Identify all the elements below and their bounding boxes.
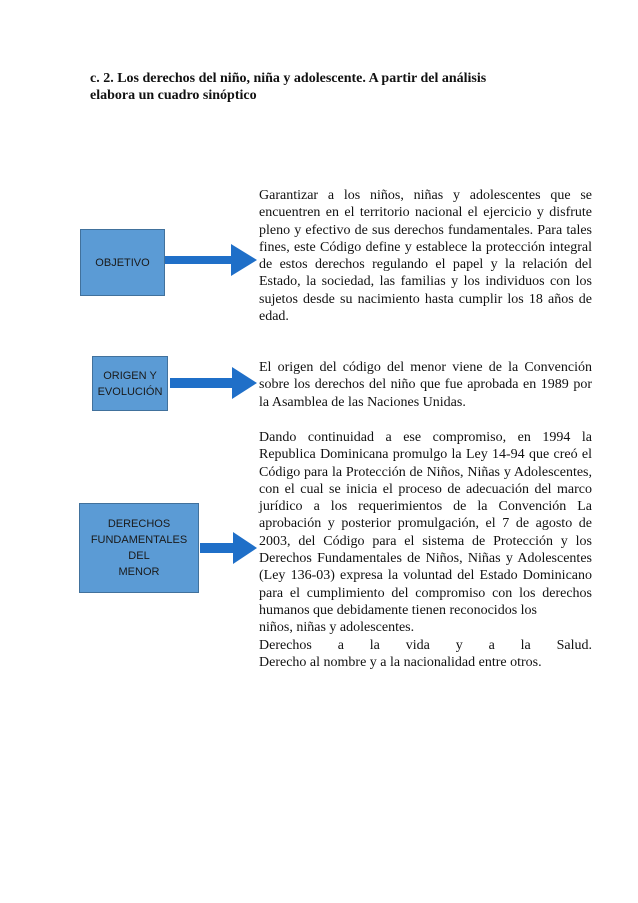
objetivo-text: Garantizar a los niños, niñas y adolescentes que se encuentren en el territorio nacional el ejercicio y disfrute pleno y efectivo de sus derechos fundamentales. Para tales fines, este Código define y establece la protección integral de estos derechos regulando el papel y la relación del Estado, la sociedad, las familias y los individuos con los sujetos desde su nacimiento hasta cumplir los 18 años de edad.	[259, 188, 592, 325]
derechos-line: Derecho al nombre y a la nacionalidad entre otros.	[259, 654, 542, 670]
box-label: ORIGEN Y	[103, 369, 157, 382]
page-heading	[90, 70, 570, 104]
heading-line: elabora un cuadro sinóptico	[90, 88, 257, 103]
arrow-right-icon	[200, 531, 258, 565]
box-label: FUNDAMENTALES DEL	[90, 534, 188, 562]
box-label: DERECHOS	[107, 518, 171, 530]
derechos-box	[79, 503, 199, 593]
box-label: EVOLUCIÓN	[97, 385, 163, 398]
derechos-line: niños, niñas y adolescentes.	[259, 620, 415, 636]
arrow-right-icon	[170, 365, 258, 401]
origen-evolucion-text: El origen del código del menor viene de la Convención sobre los derechos del niño que fue aprobada en 1989 por la Asamblea de las Naciones Unidas.	[259, 360, 592, 410]
heading-line: c. 2. Los derechos del niño, niña y adolescente. A partir del análisis	[90, 71, 487, 86]
derechos-line: Derechos a la vida y a la Salud.	[259, 637, 592, 653]
derechos-text-block	[259, 429, 592, 671]
objetivo-box	[80, 229, 165, 296]
box-label: MENOR	[118, 566, 160, 578]
derechos-text: Dando continuidad a ese compromiso, en 1994 la Republica Dominicana promulgo la Ley 14-94 que creó el Código para la Protección de Niños, Niñas y Adolescentes, con el cual se inicia el proceso de adecuación del marco jurídico a los requerimientos de la Convención La aprobación y posterior promulgación, el 7 de agosto de 2003, del Código para el sistema de Protección y los Derechos Fundamentales de Niños, Niñas y Adolescentes (Ley 136-03) expresa la voluntad del Estado Dominicano para el cumplimiento del compromiso con los derechos humanos que debidamente tienen reconocidos los	[259, 430, 592, 618]
arrow-right-icon	[165, 241, 258, 279]
origen-evolucion-box	[92, 356, 168, 411]
box-label: OBJETIVO	[95, 256, 150, 269]
